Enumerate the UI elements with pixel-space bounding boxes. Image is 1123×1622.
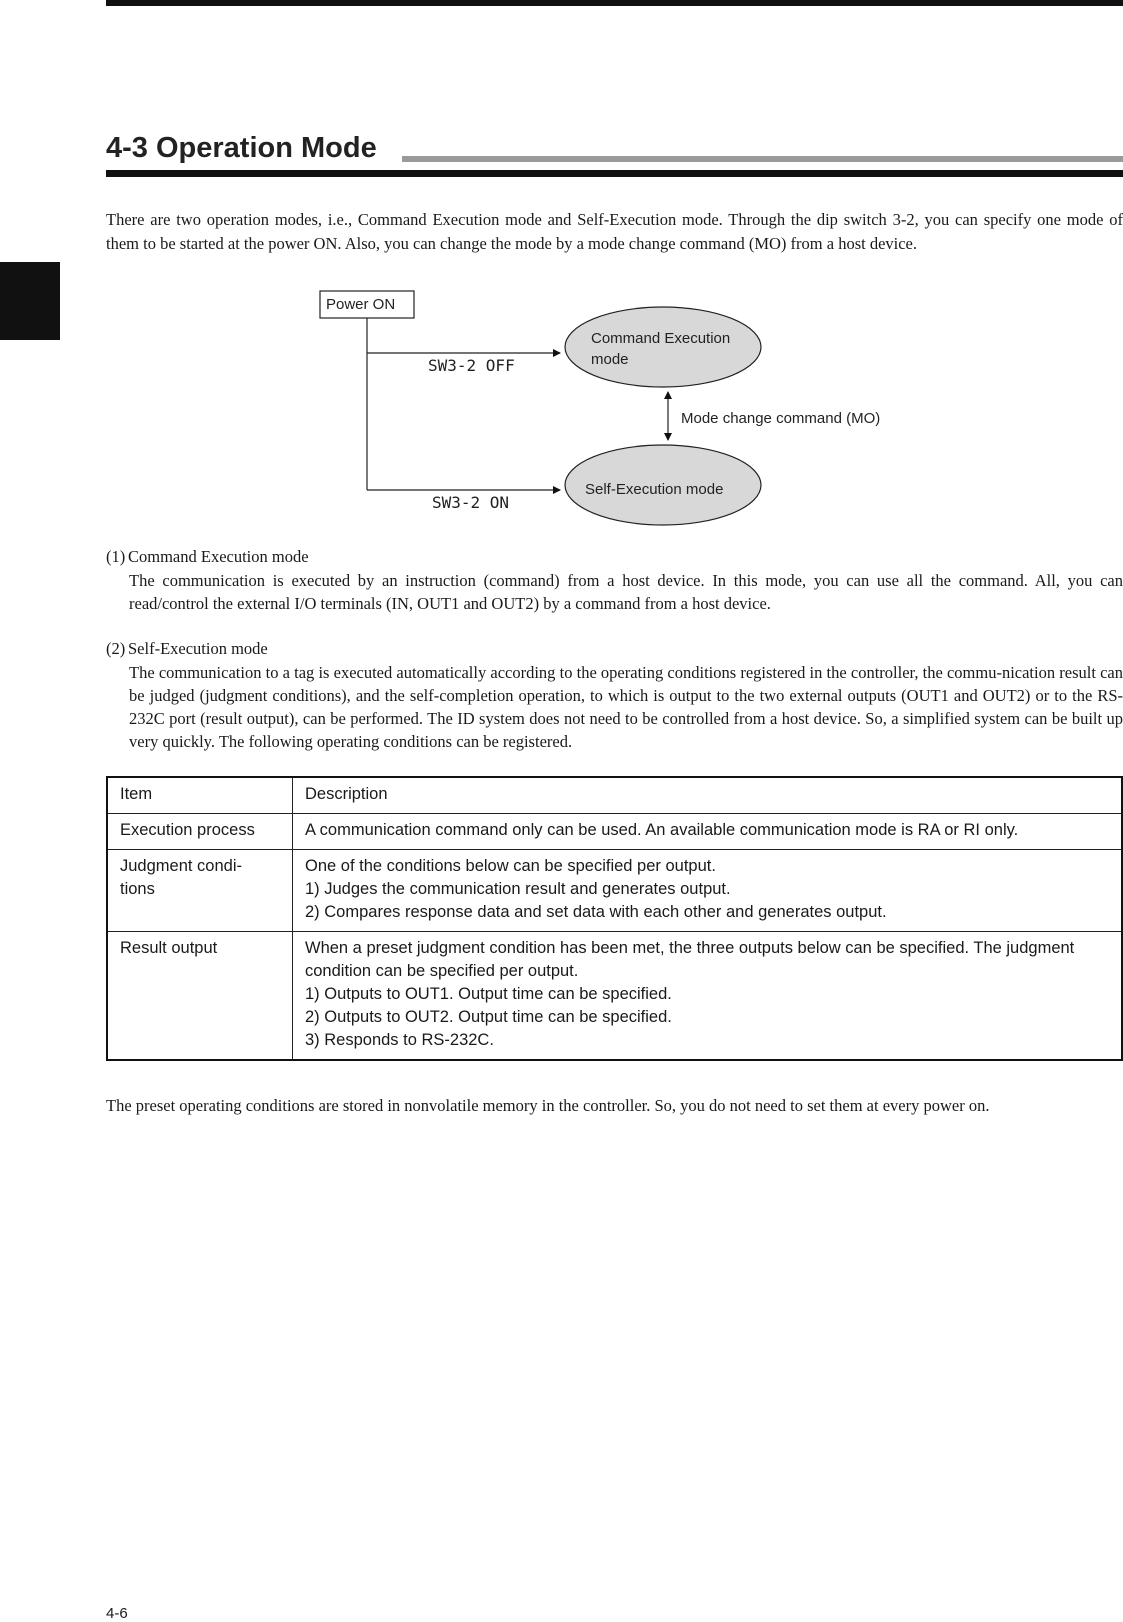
operating-conditions-table (106, 776, 1123, 1061)
table-cell-description: When a preset judgment condition has been met, the three outputs below can be specified. The judgment condition can be specified per output. 1) Outputs to OUT1. Output time can be specified. 2) Outputs to OUT2. Output time can be specified. 3) Responds to RS-232C. (305, 939, 1075, 1049)
intro-paragraph: There are two operation modes, i.e., Command Execution mode and Self-Execution mode. Through the dip switch 3-2, you can specify one mode of them to be started at the power ON. Also, you can change the mode by a mode change command (MO) from a host device. (106, 210, 1123, 253)
top-rule (106, 0, 1123, 6)
table-row (107, 850, 1122, 932)
power-on-label: Power ON (326, 296, 396, 313)
section-heading (106, 128, 1123, 178)
sw-on-label: SW3-2 ON (432, 493, 510, 512)
section-1-title-text: Command Execution mode (128, 547, 309, 566)
section-2-title-text: Self-Execution mode (128, 639, 268, 658)
mode-diagram (0, 280, 1123, 540)
heading-rule (106, 170, 1123, 177)
page-number: 4-6 (106, 1605, 128, 1622)
table-cell-description: A communication command only can be used. An available communication mode is RA or RI only. (305, 821, 1019, 839)
closing-paragraph: The preset operating conditions are stored in nonvolatile memory in the controller. So, you do not need to set them at every power on. (106, 1096, 990, 1115)
table-row (107, 932, 1122, 1061)
section-2-body: The communication to a tag is executed automatically according to the operating conditions registered in the controller, the commu-nication result can be judged (judgment conditions), and the self-completion operation, to which is output to the two external outputs (OUT1 and OUT2) or to the RS-232C port (result output), can be performed. The ID system does not need to be controlled from a host device. So, a simplified system can be built up very quickly. The following operating conditions can be registered. (129, 663, 1123, 751)
table-cell-item: Result output (120, 939, 218, 957)
table-row (107, 814, 1122, 850)
table-header-description: Description (293, 777, 1123, 814)
command-mode-label: Command Execution mode (591, 330, 731, 368)
section-1-number: (1) (106, 547, 126, 566)
mode-change-label: Mode change command (MO) (681, 410, 881, 427)
self-mode-label: Self-Execution mode (585, 481, 724, 498)
table-cell-item: Execution process (120, 821, 255, 839)
table-header-row (107, 777, 1122, 814)
heading-grey-bar (402, 156, 1123, 162)
page-title: 4-3 Operation Mode (106, 128, 393, 168)
section-1-body: The communication is executed by an instruction (command) from a host device. In this mode, you can use all the command. All, you can read/control the external I/O terminals (IN, OUT1 and OUT2) by a command from a host device. (129, 571, 1123, 613)
section-1-title (106, 545, 309, 569)
section-2-title (106, 637, 268, 661)
sw-off-label: SW3-2 OFF (428, 356, 515, 375)
section-2-number: (2) (106, 639, 126, 658)
diagram-graphics (0, 280, 1123, 540)
table-cell-item: Judgment condi- tions (120, 857, 242, 898)
table-cell-description: One of the conditions below can be specified per output. 1) Judges the communication result and generates output. 2) Compares response data and set data with each other and generates output. (305, 857, 887, 921)
table-header-item: Item (107, 777, 293, 814)
